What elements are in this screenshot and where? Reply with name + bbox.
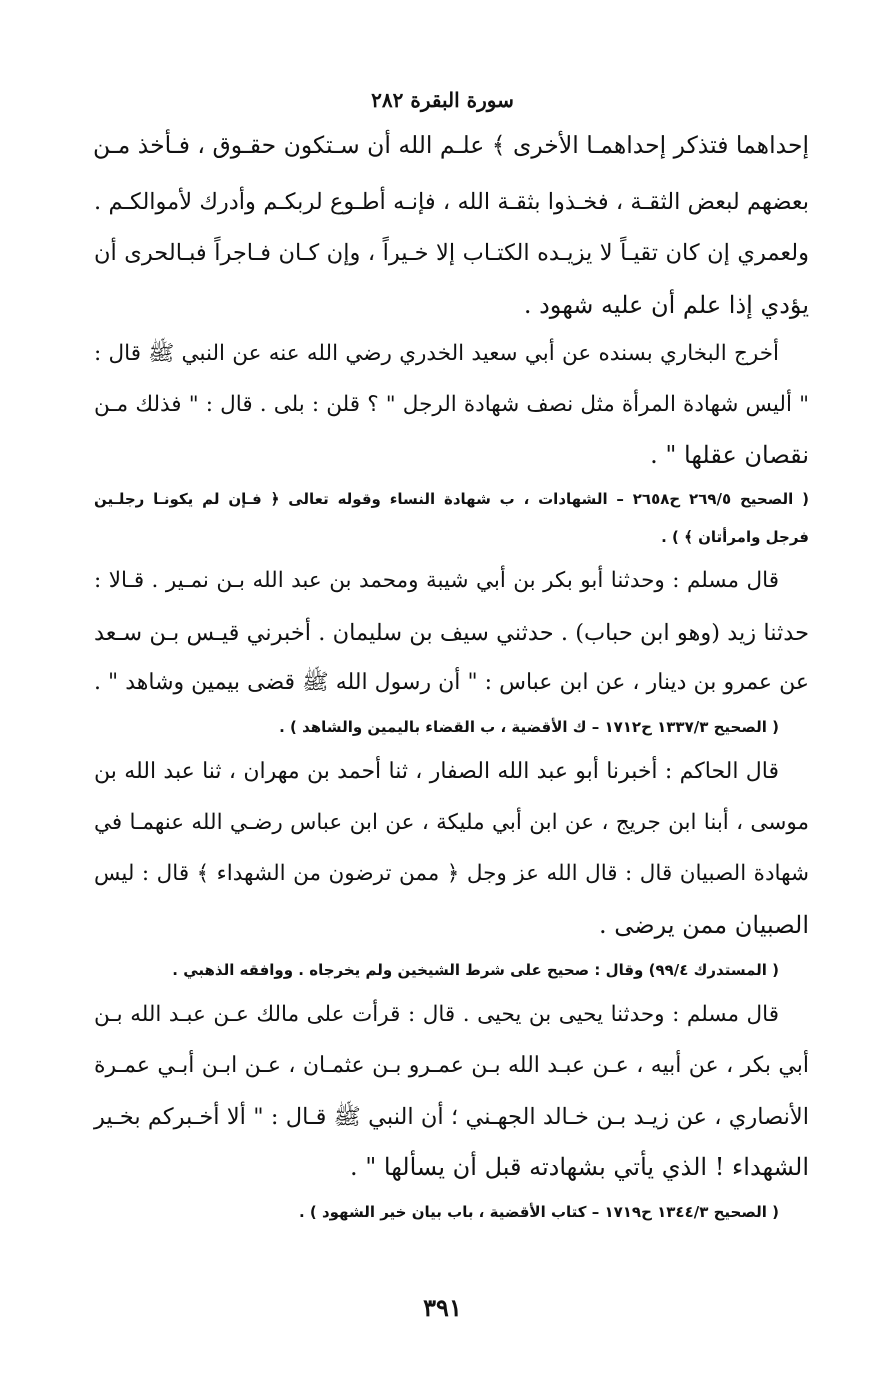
text-line: شهادة الصبيان قال : قال الله عز وجل ﴿ ممن ترضون من الشهداء ﴾ قال : ليس [94,861,809,886]
text-line: إحداهما فتذكر إحداهمـا الأخرى ﴾ علـم الله أن سـتكون حقـوق ، فـأخذ مـن [92,131,809,159]
citation-note: ( الصحيح ١٣٣٧/٣ ح١٧١٢ – ك الأقضية ، ب القضاء باليمين والشاهد ) . [279,718,779,736]
text-line: الأنصاري ، عن زيـد بـن خـالد الجهـني ؛ أن النبي ﷺ قـال : " ألا أخـبركم بخـير [94,1104,809,1130]
text-line: أبي بكر ، عن أبيه ، عـن عبـد الله بـن عمـرو بـن عثمـان ، عـن ابـن أبـي عمـرة [94,1053,809,1078]
text-line: أخرج البخاري بسنده عن أبي سعيد الخدري رضي الله عنه عن النبي ﷺ قال : [94,341,779,366]
citation-note: ( الصحيح ٢٦٩/٥ ح٢٦٥٨ – الشهادات ، ب شهادة النساء وقوله تعالى ﴿ فـإن لم يكونـا رجلـين [94,490,809,508]
text-line: يؤدي إذا علم أن عليه شهود . [523,291,809,319]
text-line: ولعمري إن كان تقيـاً لا يزيـده الكتـاب إلا خـيراً ، وإن كـان فـاجراً فبـالحرى أن [94,240,809,266]
text-line: عن عمرو بن دينار ، عن ابن عباس : " أن رسول الله ﷺ قضى بيمين وشاهد " . [94,670,809,695]
text-line: " أليس شهادة المرأة مثل نصف شهادة الرجل " ؟ قلن : بلى . قال : " فذلك مـن [94,392,809,417]
text-line: قال مسلم : وحدثنا يحيى بن يحيى . قال : قرأت على مالك عـن عبـد الله بـن [94,1002,779,1027]
citation-note: ( الصحيح ١٣٤٤/٣ ح١٧١٩ – كتاب الأقضية ، باب بيان خير الشهود ) . [298,1203,779,1221]
text-line: نقصان عقلها " . [650,441,809,469]
text-line: قال الحاكم : أخبرنا أبو عبد الله الصفار ، ثنا أحمد بن مهران ، ثنا عبد الله بن [94,759,779,784]
text-line: بعضهم لبعض الثقـة ، فخـذوا بثقـة الله ، فإنـه أطـوع لربكـم وأدرك لأموالكـم . [94,189,809,215]
text-line: الشهداء ! الذي يأتي بشهادته قبل أن يسألها " . [350,1153,809,1181]
citation-note: فرجل وامرأتان ﴾ ) . [661,528,809,546]
text-line: قال مسلم : وحدثنا أبو بكر بن أبي شيبة ومحمد بن عبد الله بـن نمـير . قـالا : [94,568,779,593]
text-line: حدثنا زيد (وهو ابن حباب) . حدثني سيف بن سليمان . أخبرني قيـس بـن سـعد [94,620,809,646]
page-header: سورة البقرة ٢٨٢ [371,88,514,112]
text-line: الصبيان ممن يرضى . [598,911,809,939]
citation-note: ( المستدرك ٩٩/٤) وقال : صحيح على شرط الشيخين ولم يخرجاه . ووافقه الذهبي . [172,961,779,979]
text-line: موسى ، أبنا ابن جريج ، عن ابن أبي مليكة ، عن ابن عباس رضـي الله عنهمـا في [94,810,809,835]
page-number: ٣٩١ [423,1293,462,1322]
